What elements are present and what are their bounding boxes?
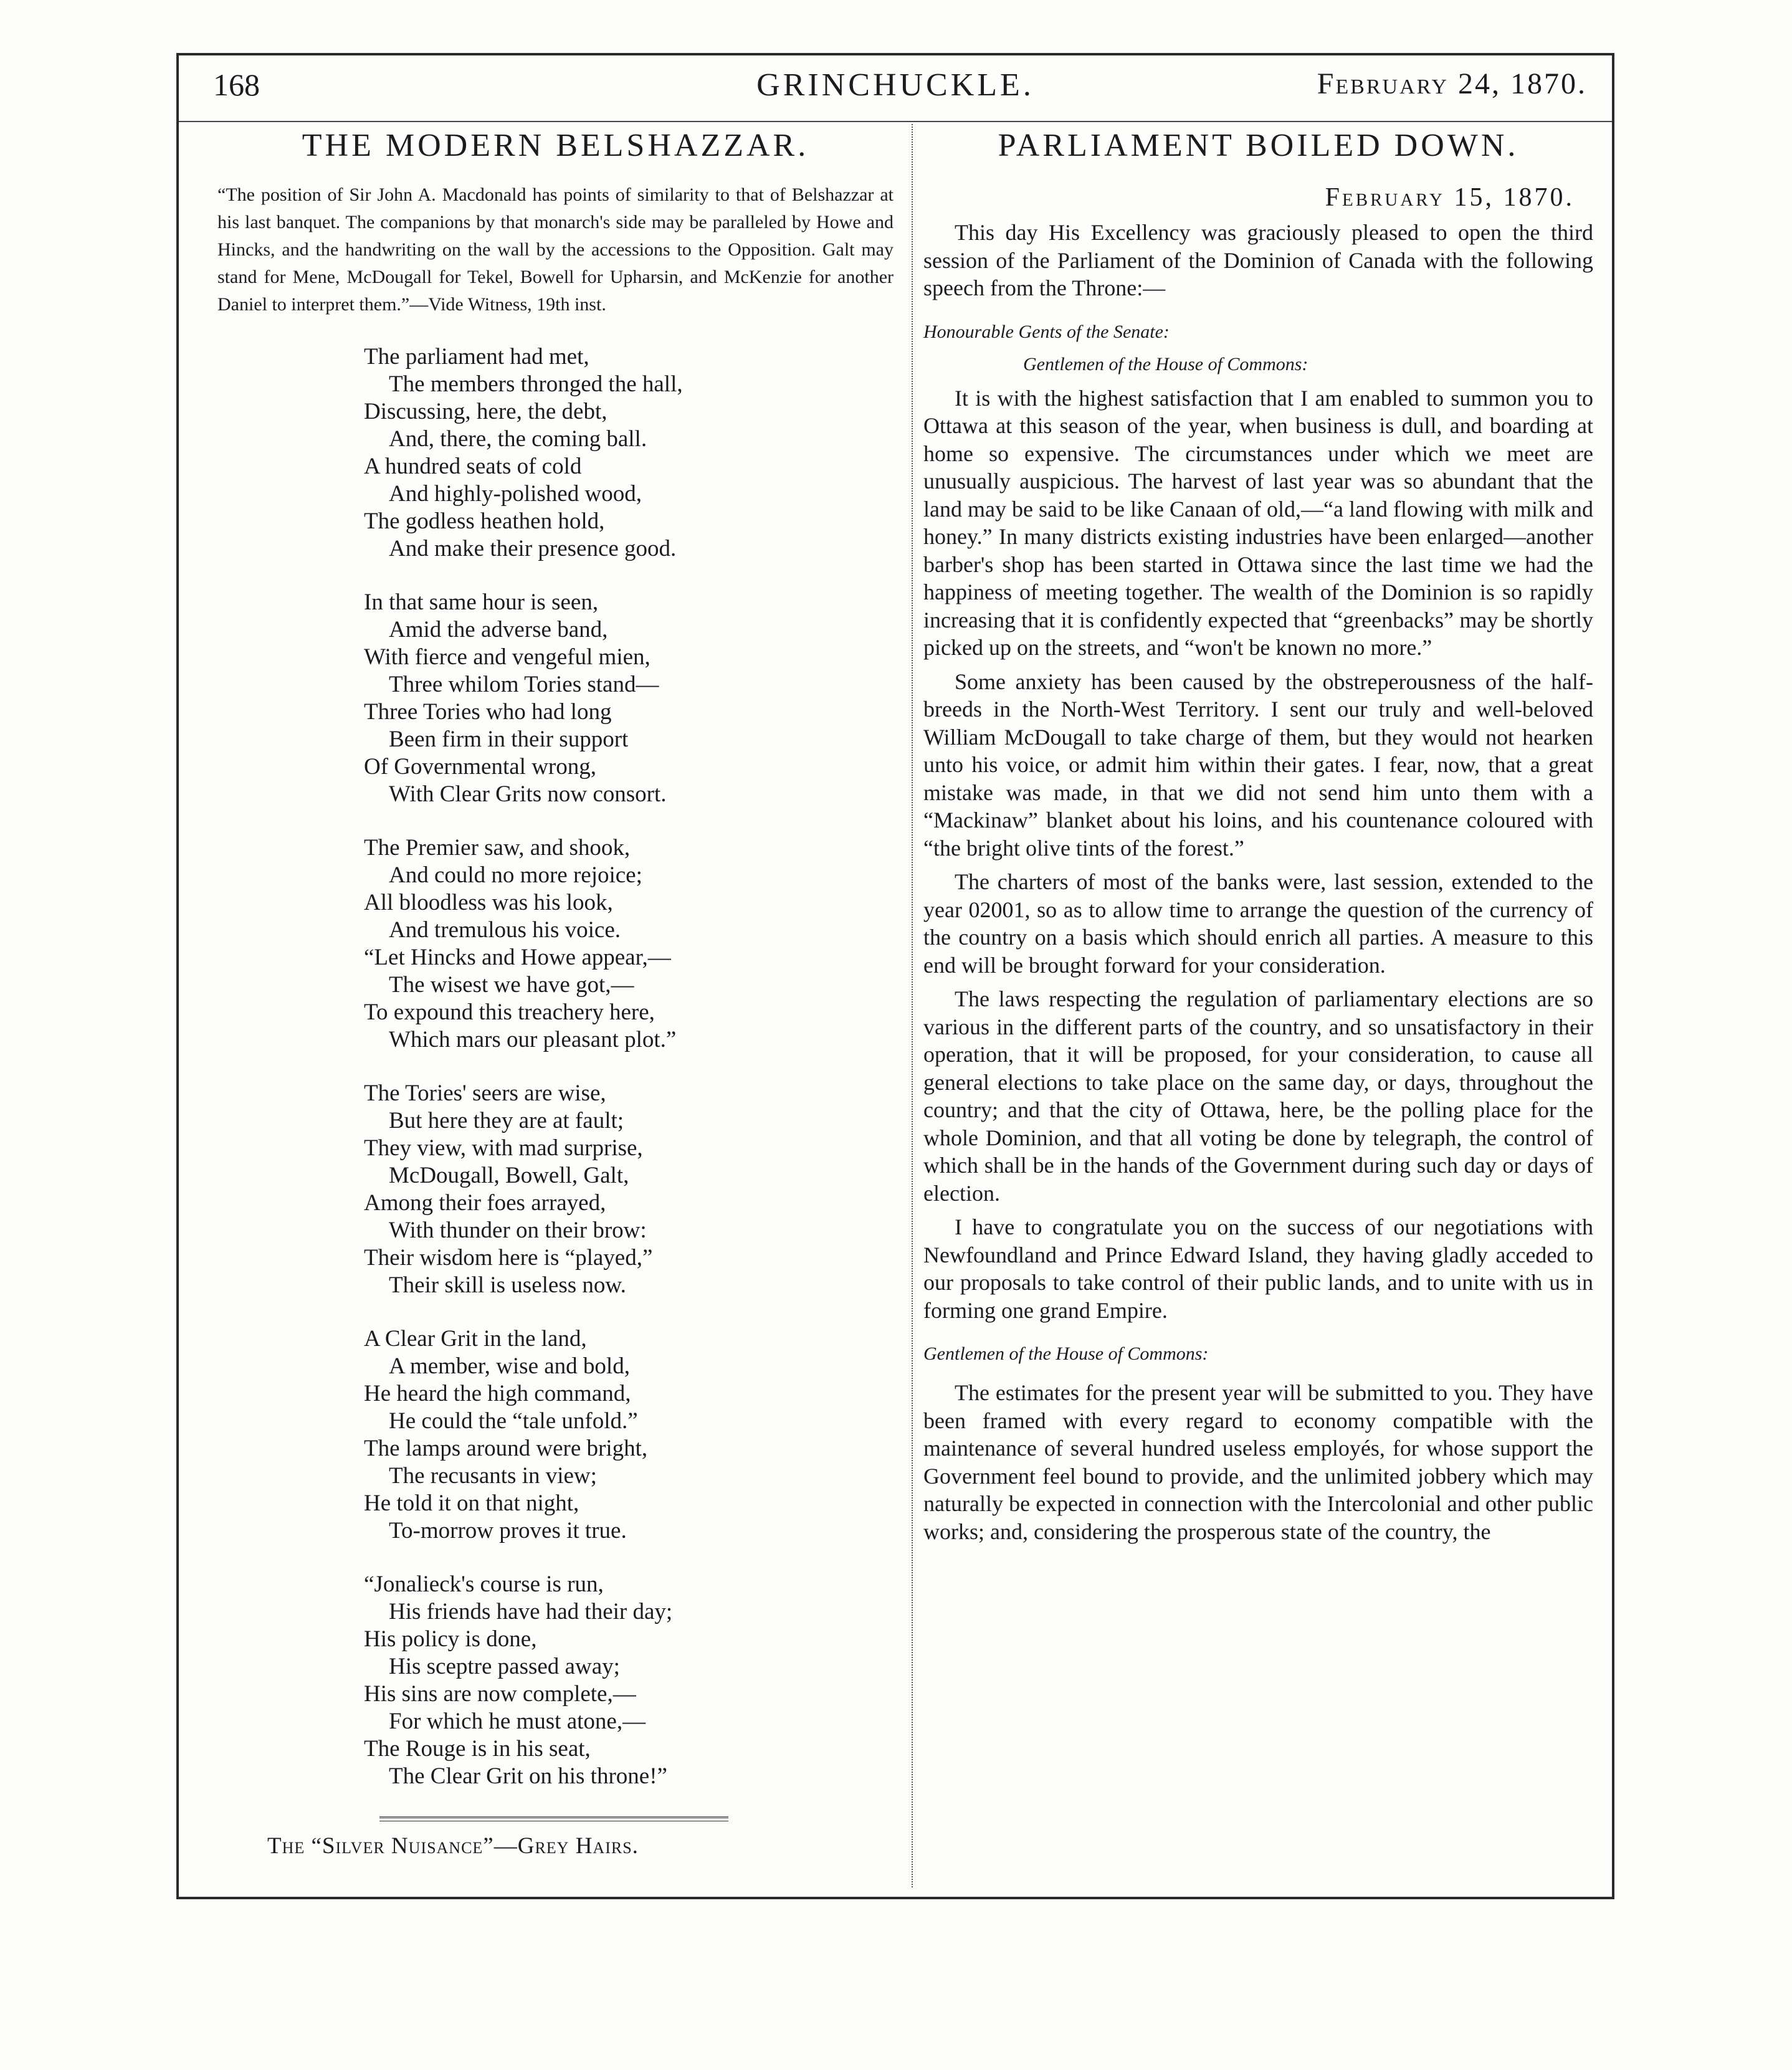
footer-quip: The “Silver Nuisance”—Grey Hairs. [267,1833,639,1859]
poem [217,343,894,1790]
poem-stanza [217,1571,894,1790]
page-number: 168 [213,67,260,102]
poem-line: His policy is done, [364,1626,537,1652]
poem-line: His sins are now complete,— [364,1681,636,1707]
poem-line: A Clear Grit in the land, [364,1326,587,1352]
poem-line: The Rouge is in his seat, [364,1736,591,1762]
poem-line: They view, with mad surprise, [364,1135,643,1161]
poem-line: He could the “tale unfold.” [389,1408,638,1434]
salutation-commons-2: Gentlemen of the House of Commons: [923,1343,1209,1364]
poem-line: He told it on that night, [364,1490,579,1516]
article-body [923,384,1593,1325]
poem-line: He heard the high command, [364,1381,631,1406]
poem-line: Discussing, here, the debt, [364,399,608,424]
poem-line: And, there, the coming ball. [389,426,647,452]
article-paragraph: The charters of most of the banks were, last session, extended to the year 02001, so as to allow time to arrange the question of the currency of the country on a basis which should enrich all parties. A measure to this end will be brought forward for your consideration. [923,869,1593,978]
masthead: GRINCHUCKLE. [756,67,1034,103]
poem-line: With fierce and vengeful mien, [364,644,651,670]
poem-line: The Clear Grit on his throne!” [389,1763,667,1789]
salutation-senate: Honourable Gents of the Senate: [923,321,1170,342]
article-paragraph: It is with the highest satisfaction that I am enabled to summon you to Ottawa at this season of the year, when business is dull, and boarding at home so expensive. The circumstances under which we meet are unusually auspicious. The harvest of last year was so abundant that the land may be said to be like Canaan of old,—“a land flowing with milk and honey.” In many districts existing industries have been enlarged—another barber's shop has been started in Ottawa since the last time we had the happiness of meeting together. The wealth of the Dominion is so rapidly increasing that it is confidently expected that “greenbacks” may be shortly picked up on the streets, and “won't be known no more.” [923,385,1593,660]
article-intro: This day His Excellency was graciously pleased to open the third session of the Parliament of the Dominion of Canada with the following speech from the Throne:— [923,220,1593,300]
poem-line: A member, wise and bold, [389,1353,630,1379]
poem-line: And make their presence good. [389,536,677,561]
article-paragraph: Some anxiety has been caused by the obstreperousness of the half-breeds in the North-West Territory. I sent our truly and well-beloved William McDougall to take charge of them, but they would not hearken unto his voice, or admit him within their gates. I fear, now, that a great mistake was made, in that we did not send him unto them with a “Mackinaw” blanket about his loins, and his countenance coloured with “the bright olive tints of the forest.” [923,669,1593,861]
article-title: PARLIAMENT BOILED DOWN. [998,128,1519,163]
salutation-commons: Gentlemen of the House of Commons: [1023,353,1308,374]
column-divider [912,124,913,1887]
right-column [923,127,1593,1545]
poem-line: But here they are at fault; [389,1108,624,1133]
poem-line: And could no more rejoice; [389,862,642,888]
poem-line: The members thronged the hall, [389,371,683,397]
poem-line: Three Tories who had long [364,699,612,725]
poem-line: With Clear Grits now consort. [389,781,667,807]
poem-line: The lamps around were bright, [364,1436,648,1461]
poem-line: With thunder on their brow: [389,1218,647,1243]
poem-line: To expound this treachery here, [364,999,655,1025]
poem-line: To-morrow proves it true. [389,1518,627,1543]
poem-line: In that same hour is seen, [364,589,599,615]
article-dateline: February 15, 1870. [1325,183,1575,212]
poem-line: The Tories' seers are wise, [364,1080,606,1106]
poem-line: For which he must atone,— [389,1709,646,1734]
issue-date: February 24, 1870. [1317,67,1587,100]
article-final-paragraph: The estimates for the present year will be submitted to you. They have been framed with every regard to economy compatible with the maintenance of several hundred useless employés, for whose support the Government feel bound to provide, and the unlimited jobbery which may naturally be expected in connection with the Intercolonial and other public works; and, considering the prosperous state of the country, the [923,1380,1593,1544]
poem-title: THE MODERN BELSHAZZAR. [302,128,809,163]
poem-line: Been firm in their support [389,727,629,752]
poem-line: His sceptre passed away; [389,1654,620,1679]
poem-line: Three whilom Tories stand— [389,672,659,697]
poem-stanza [217,589,894,808]
poem-line: And tremulous his voice. [389,917,621,943]
poem-stanza [217,1325,894,1545]
section-divider [379,1816,728,1821]
poem-stanza [217,343,894,563]
page-header [179,55,1612,122]
poem-line: All bloodless was his look, [364,890,613,915]
poem-line: And highly-polished wood, [389,481,642,507]
poem-line: Among their foes arrayed, [364,1190,606,1216]
poem-line: “Jonalieck's course is run, [364,1572,604,1597]
poem-line: The parliament had met, [364,344,589,370]
poem-line: A hundred seats of cold [364,454,582,479]
poem-line: The godless heathen hold, [364,508,605,534]
poem-line: Their skill is useless now. [389,1272,626,1298]
poem-line: The Premier saw, and shook, [364,835,631,861]
poem-line: The wisest we have got,— [389,972,634,998]
poem-line: Amid the adverse band, [389,617,608,642]
poem-stanza [217,1080,894,1299]
poem-line: McDougall, Bowell, Galt, [389,1163,629,1188]
page-frame [176,53,1614,1899]
poem-line: Their wisdom here is “played,” [364,1245,653,1271]
poem-stanza [217,834,894,1054]
poem-line: Which mars our pleasant plot.” [389,1027,677,1052]
poem-line: His friends have had their day; [389,1599,673,1624]
left-column [217,127,894,1859]
article-paragraph: The laws respecting the regulation of parliamentary elections are so various in the different parts of the country, and so unsatisfactory in their operation, that it will be proposed, for your consideration, to cause all general elections to take place on the same day, or days, throughout the country; and that the city of Ottawa, here, be the polling place for the whole Dominion, and that all voting be done by telegraph, the control of which shall be in the hands of the Government during such day or days of election. [923,986,1593,1206]
poem-line: Of Governmental wrong, [364,754,596,780]
epigraph: “The position of Sir John A. Macdonald has points of similarity to that of Belshazzar at his last banquet. The companions by that monarch's side may be paralleled by Howe and Hincks, and the handwriting on the wall by the accessions to the Opposition. Galt may stand for Mene, McDougall for Tekel, Bowell for Upharsin, and McKenzie for another Daniel to interpret them.”—Vide Witness, 19th inst. [217,184,894,315]
poem-line: “Let Hincks and Howe appear,— [364,945,671,970]
article-paragraph: I have to congratulate you on the success of our negotiations with Newfoundland and Prince Edward Island, they having gladly acceded to our proposals to take control of their public lands, and to unite with us in forming one grand Empire. [923,1214,1593,1323]
poem-line: The recusants in view; [389,1463,597,1489]
